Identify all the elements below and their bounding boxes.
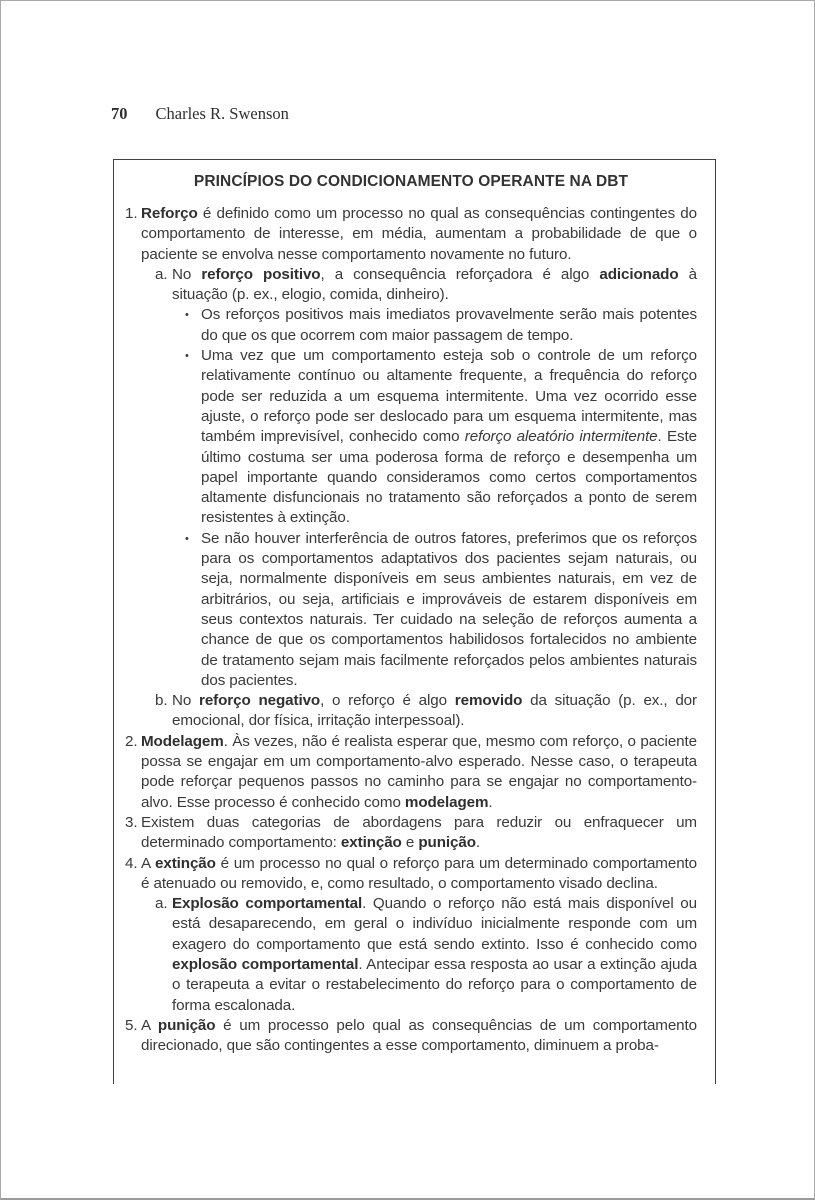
list-item xyxy=(125,1016,697,1057)
list-item xyxy=(125,691,697,732)
list-marker: a. xyxy=(155,265,168,283)
list-item-text: Explosão comportamental. Quando o reforço não está mais disponível ou está desaparecendo, em geral o indivíduo inicialmente responde com um exagero do comportamento que está sendo extinto. Isso é conhecido como explosão comportamental. Antecipar essa resposta ao usar a extinção ajuda o terapeuta a evitar o restabelecimento do reforço para o comportamento de forma escalonada. xyxy=(172,895,698,1014)
list-item xyxy=(125,813,697,854)
list-marker: 1. xyxy=(125,205,138,222)
box-title: PRINCÍPIOS DO CONDICIONAMENTO OPERANTE NA DBT xyxy=(193,173,629,190)
list-marker: 4. xyxy=(125,854,138,872)
running-head xyxy=(111,104,289,124)
list-item xyxy=(125,346,697,529)
list-item xyxy=(125,204,697,265)
list-item-text: Se não houver interferência de outros fatores, preferimos que os reforços para os comportamentos adaptativos dos pacientes sejam naturais, ou seja, normalmente disponíveis em seus ambientes naturais, em vez de arbitrários, ou seja, artificiais e improváveis de estarem disponíveis em seus contextos naturais. Ter cuidado na seleção de reforços aumenta a chance de que os comportamentos habilidosos fortalecidos no ambiente de tratamento sejam mais facilmente reforçados pelos ambientes naturais dos pacientes. xyxy=(201,529,697,689)
list-marker: a. xyxy=(155,895,168,913)
list-item xyxy=(125,854,697,895)
list-item-text: Existem duas categorias de abordagens para reduzir ou enfraquecer um determinado comportamento: extinção e punição. xyxy=(141,813,697,852)
list-item xyxy=(125,305,697,346)
list-item xyxy=(125,529,697,691)
list-item-text: Os reforços positivos mais imediatos provavelmente serão mais potentes do que os que ocorrem com maior passagem de tempo. xyxy=(201,306,697,344)
box-content xyxy=(125,204,697,1056)
list-marker: • xyxy=(185,350,189,363)
list-item-text: Reforço é definido como um processo no qual as consequências contingentes do comportamento de interesse, em média, aumentam a probabilidade de que o paciente se envolva nesse comportamento novamente no futuro. xyxy=(141,205,697,263)
list-item-text: A punição é um processo pelo qual as consequências de um comportamento direcionado, que são contingentes a esse comportamento, diminuem a proba- xyxy=(141,1016,697,1055)
list-marker: 2. xyxy=(125,732,138,750)
list-item xyxy=(125,894,697,1016)
list-marker: 3. xyxy=(125,813,138,831)
list-item xyxy=(125,265,697,306)
list-marker: • xyxy=(185,309,189,322)
list-marker: • xyxy=(185,532,189,545)
list-item xyxy=(125,732,697,813)
list-marker: 5. xyxy=(125,1016,138,1034)
list-item-text: No reforço negativo, o reforço é algo removido da situação (p. ex., dor emocional, dor física, irritação interpessoal). xyxy=(172,692,697,730)
list-item-text: Uma vez que um comportamento esteja sob o controle de um reforço relativamente contínuo ou altamente frequente, a frequência do reforço pode ser reduzida a um esquema intermitente. Uma vez ocorrido esse ajuste, o reforço pode ser deslocado para um esquema intermitente, mas também imprevisível, conhecido como reforço aleatório intermitente. Este último costuma ser uma poderosa forma de reforço e desempenha um papel importante quando consideramos como certos comportamentos altamente disfuncionais no tratamento são reforçados a ponto de serem resistentes à extinção. xyxy=(201,347,697,527)
list-marker: b. xyxy=(155,692,168,710)
page-number: 70 xyxy=(111,104,128,123)
running-head-author: Charles R. Swenson xyxy=(155,104,289,123)
principles-box xyxy=(113,159,716,1084)
list-item-text: A extinção é um processo no qual o reforço para um determinado comportamento é atenuado ou removido, e, como resultado, o comportamento visado declina. xyxy=(141,854,698,892)
list-item-text: No reforço positivo, a consequência reforçadora é algo adicionado à situação (p. ex., elogio, comida, dinheiro). xyxy=(172,265,697,304)
list-item-text: Modelagem. Às vezes, não é realista esperar que, mesmo com reforço, o paciente possa se engajar em um comportamento-alvo esperado. Nesse caso, o terapeuta pode reforçar pequenos passos no caminho para se engajar no comportamento-alvo. Esse processo é conhecido como modelagem. xyxy=(141,732,697,811)
